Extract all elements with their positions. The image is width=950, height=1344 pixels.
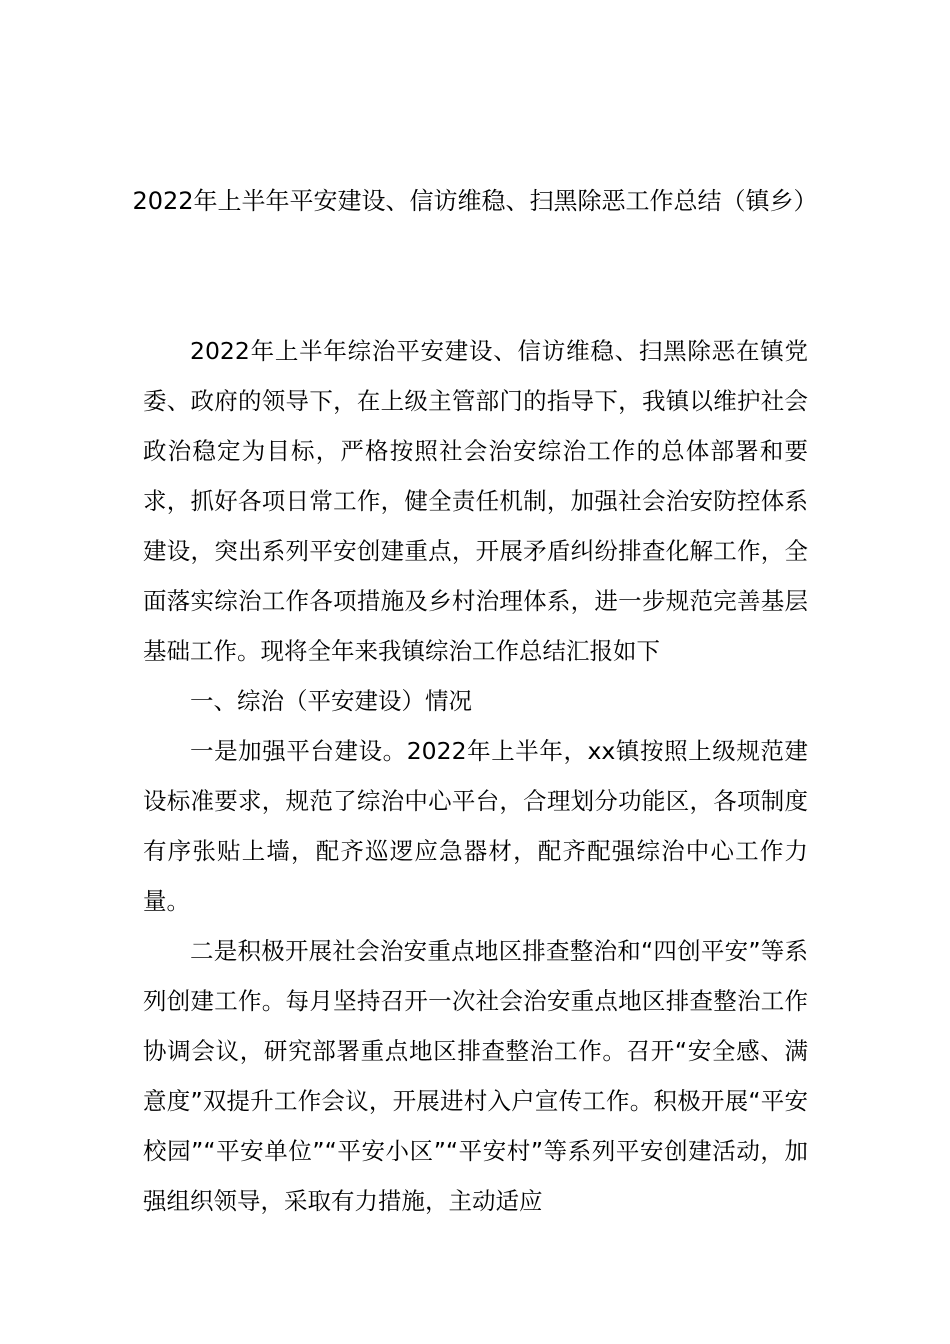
document-body (143, 326, 808, 1226)
paragraph-campaign: 二是积极开展社会治安重点地区排查整治和“四创平安”等系列创建工作。每月坚持召开一次社会治安重点地区排查整治工作协调会议，研究部署重点地区排查整治工作。召开“安全感、满意度”双提升工作会议，开展进村入户宣传工作。积极开展“平安校园”“平安单位”“平安小区”“平安村”等系列平安创建活动，加强组织领导，采取有力措施，主动适应 (143, 937, 808, 1215)
paragraph-platform: 一是加强平台建设。2022年上半年，xx镇按照上级规范建设标准要求，规范了综治中心平台，合理划分功能区，各项制度有序张贴上墙，配齐巡逻应急器材，配齐配强综治中心工作力量。 (143, 737, 808, 915)
document-title: 2022年上半年平安建设、信访维稳、扫黑除恶工作总结（镇乡） (132, 187, 818, 215)
intro-paragraph: 2022年上半年综治平安建设、信访维稳、扫黑除恶在镇党委、政府的领导下，在上级主管部门的指导下，我镇以维护社会政治稳定为目标，严格按照社会治安综治工作的总体部署和要求，抓好各项日常工作，健全责任机制，加强社会治安防控体系建设，突出系列平安创建重点，开展矛盾纠纷排查化解工作，全面落实综治工作各项措施及乡村治理体系，进一步规范完善基层基础工作。现将全年来我镇综治工作总结汇报如下 (143, 337, 808, 665)
section-heading: 一、综治（平安建设）情况 (190, 687, 472, 715)
